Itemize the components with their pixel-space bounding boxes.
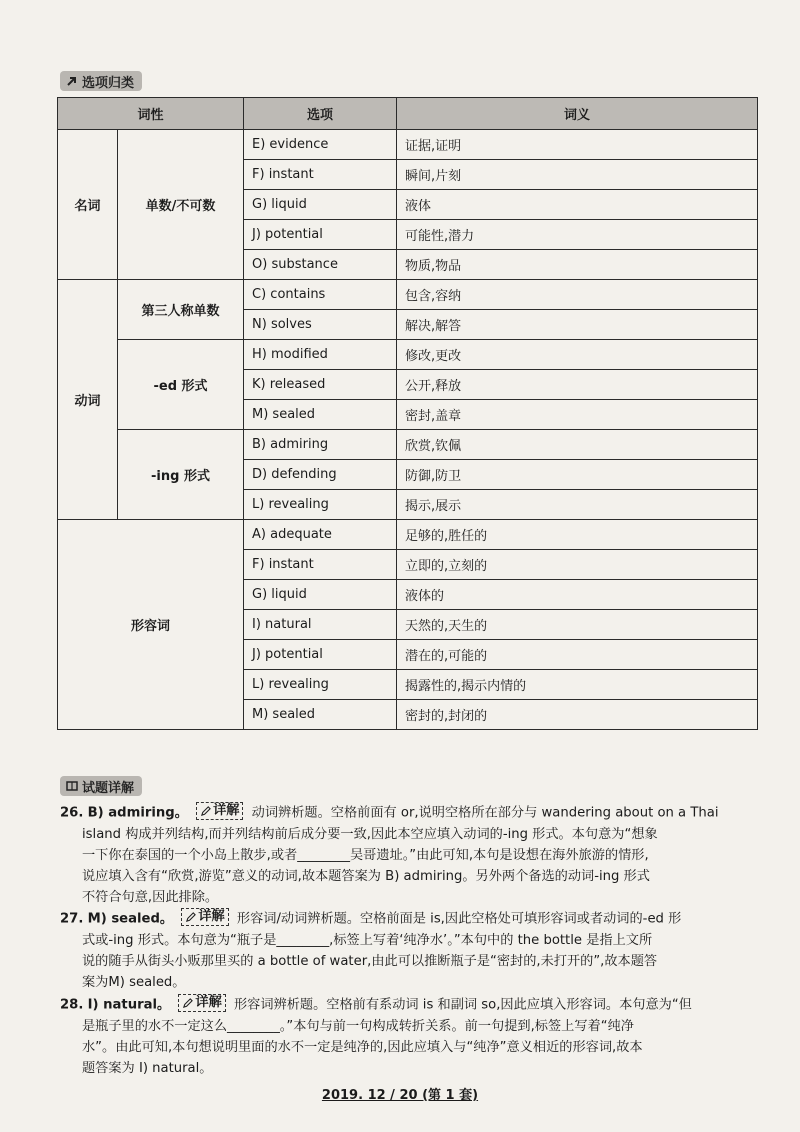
section-tag-options-label: 选项归类 (82, 75, 135, 91)
option-cell: G) liquid (244, 580, 397, 610)
question-text-line: 动词辨析题。空格前面有 or,说明空格所在部分与 wandering about on a Thai (251, 805, 719, 821)
question-text-line: 案为M) sealed。 (82, 974, 186, 990)
option-cell: H) modified (244, 340, 397, 370)
pen-icon (185, 912, 196, 923)
book-icon (66, 780, 78, 792)
detail-badge-label: 详解 (195, 995, 222, 1010)
header-option: 选项 (244, 98, 397, 130)
option-cell: B) admiring (244, 430, 397, 460)
detail-badge-label: 详解 (213, 803, 240, 818)
question-27 (60, 908, 770, 993)
pos-noun: 名词 (58, 130, 118, 280)
header-pos: 词性 (58, 98, 244, 130)
detail-badge (181, 908, 228, 926)
question-text-line: 形容词辨析题。空格前有系动词 is 和副词 so,因此应填入形容词。本句意为“但 (233, 997, 692, 1013)
table-row (58, 340, 758, 370)
meaning-cell: 解决,解答 (397, 310, 758, 340)
table-row (58, 130, 758, 160)
meaning-cell: 包含,容纳 (397, 280, 758, 310)
meaning-cell: 欣赏,钦佩 (397, 430, 758, 460)
option-cell: J) potential (244, 220, 397, 250)
question-number: 27. (60, 911, 84, 927)
meaning-cell: 物质,物品 (397, 250, 758, 280)
question-text-line: 水”。由此可知,本句想说明里面的水不一定是纯净的,因此应填入与“纯净”意义相近的形容词,故本 (82, 1039, 643, 1055)
question-text-line: island 构成并列结构,而并列结构前后成分要一致,因此本空应填入动词的-ing 形式。本句意为“想象 (82, 826, 658, 842)
option-cell: N) solves (244, 310, 397, 340)
meaning-cell: 密封,盖章 (397, 400, 758, 430)
meaning-cell: 潜在的,可能的 (397, 640, 758, 670)
meaning-cell: 液体的 (397, 580, 758, 610)
option-cell: L) revealing (244, 490, 397, 520)
option-cell: A) adequate (244, 520, 397, 550)
table-row (58, 280, 758, 310)
question-text-line: 一下你在泰国的一个小岛上散步,或者________吴哥遗址。”由此可知,本句是设想在海外旅游的情形, (82, 847, 649, 863)
meaning-cell: 密封的,封闭的 (397, 700, 758, 730)
pos-verb-sub-3rd: 第三人称单数 (118, 280, 244, 340)
meaning-cell: 揭露性的,揭示内情的 (397, 670, 758, 700)
detail-badge-label: 详解 (198, 909, 225, 924)
question-answer: M) sealed。 (87, 911, 174, 927)
meaning-cell: 天然的,天生的 (397, 610, 758, 640)
question-number: 26. (60, 805, 84, 821)
option-cell: K) released (244, 370, 397, 400)
option-cell: E) evidence (244, 130, 397, 160)
question-26 (60, 802, 770, 908)
pos-adj: 形容词 (58, 520, 244, 730)
meaning-cell: 液体 (397, 190, 758, 220)
question-text-line: 题答案为 I) natural。 (82, 1060, 213, 1076)
option-cell: L) revealing (244, 670, 397, 700)
section-tag-options (60, 71, 142, 91)
pos-verb-sub-ing: -ing 形式 (118, 430, 244, 520)
table-row (58, 520, 758, 550)
question-answer: I) natural。 (87, 997, 171, 1013)
option-cell: F) instant (244, 160, 397, 190)
question-number: 28. (60, 997, 84, 1013)
table-row (58, 430, 758, 460)
option-cell: G) liquid (244, 190, 397, 220)
table-header-row (58, 98, 758, 130)
pen-icon (200, 806, 211, 817)
option-cell: F) instant (244, 550, 397, 580)
meaning-cell: 公开,释放 (397, 370, 758, 400)
detail-badge (196, 802, 243, 820)
option-cell: M) sealed (244, 400, 397, 430)
option-cell: C) contains (244, 280, 397, 310)
option-cell: D) defending (244, 460, 397, 490)
question-28 (60, 994, 770, 1079)
page-footer: 2019. 12 / 20 (第 1 套) (321, 1088, 479, 1103)
meaning-cell: 修改,更改 (397, 340, 758, 370)
pen-icon (182, 998, 193, 1009)
pos-noun-sub: 单数/不可数 (118, 130, 244, 280)
meaning-cell: 立即的,立刻的 (397, 550, 758, 580)
vocab-table (57, 97, 758, 730)
pos-verb: 动词 (58, 280, 118, 520)
option-cell: O) substance (244, 250, 397, 280)
question-answer: B) admiring。 (87, 805, 188, 821)
question-text-line: 说的随手从街头小贩那里买的 a bottle of water,由此可以推断瓶子是“密封的,未打开的”,故本题答 (82, 953, 658, 969)
meaning-cell: 防御,防卫 (397, 460, 758, 490)
header-meaning: 词义 (397, 98, 758, 130)
pos-verb-sub-ed: -ed 形式 (118, 340, 244, 430)
question-text-line: 说应填入含有“欣赏,游览”意义的动词,故本题答案为 B) admiring。另外两个备选的动词-ing 形式 (82, 868, 650, 884)
meaning-cell: 证据,证明 (397, 130, 758, 160)
meaning-cell: 足够的,胜任的 (397, 520, 758, 550)
option-cell: I) natural (244, 610, 397, 640)
meaning-cell: 揭示,展示 (397, 490, 758, 520)
section-tag-explain-label: 试题详解 (82, 780, 135, 796)
question-text-line: 是瓶子里的水不一定这么________。”本句与前一句构成转折关系。前一句提到,标签上写着“纯净 (82, 1018, 634, 1034)
option-cell: J) potential (244, 640, 397, 670)
meaning-cell: 可能性,潜力 (397, 220, 758, 250)
meaning-cell: 瞬间,片刻 (397, 160, 758, 190)
option-cell: M) sealed (244, 700, 397, 730)
section-tag-explain (60, 776, 142, 796)
question-text-line: 不符合句意,因此排除。 (82, 889, 219, 905)
question-text-line: 形容词/动词辨析题。空格前面是 is,因此空格处可填形容词或者动词的-ed 形 (236, 911, 682, 927)
detail-badge (178, 994, 225, 1012)
arrow-up-right-icon (66, 75, 78, 87)
question-text-line: 式或-ing 形式。本句意为“瓶子是________,标签上写着‘纯净水’。”本句中的 the bottle 是指上文所 (82, 932, 653, 948)
